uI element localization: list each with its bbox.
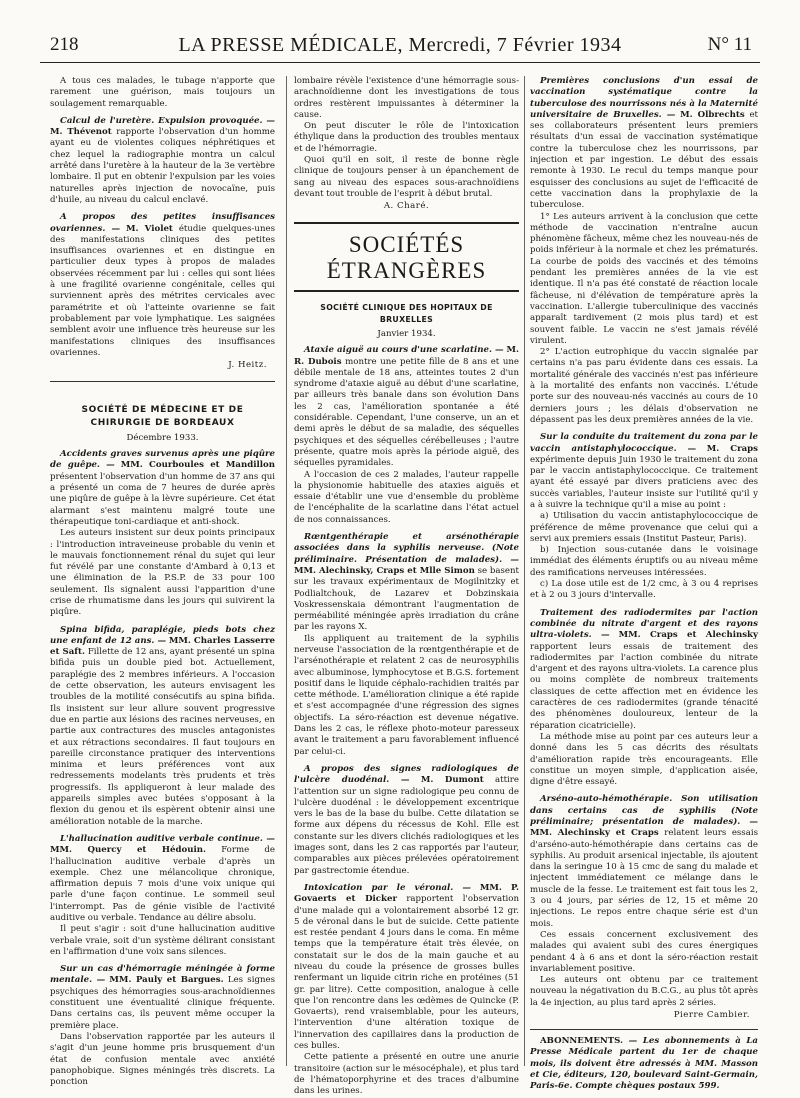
signature: Pierre Cambier. [673,1010,750,1021]
article-title: Sur la conduite du traitement du zona par le vaccin antistaphylococcique. — [530,432,758,454]
article-body: relatent leurs essais d'arséno-auto-hémothérapie dans certains cas de syphilis. Au produit arsenical injectable, ils ajoutent dans la seringue 10 à 15 cmc de sang du malade et injectent immédiatement ce mélange dans le muscle de la fesse. Le traitement est fait tous les 2, 3 ou 4 jours, par séries de 12, 15 et même 20 injections. Le repos entre chaque série est d'un mois. [530,828,759,929]
article [50,116,275,206]
article-paragraph: Les auteurs ont obtenu par ce traitement nouveau la négativation du B.C.G., au plus tôt après la 4e injection, au plus tard après 2 séries. [530,975,758,1008]
article-title: Accidents graves survenus après une piqûre de guêpe. — [50,449,275,471]
article-author: MM. Alechinsky, Craps et Mlle Simon [294,565,475,576]
article-paragraph: Ces essais concernent exclusivement des malades qui avaient subi des cures énergiques pendant 4 à 6 ans et dont la séro-réaction restait invariablement positive. [530,929,758,974]
article-author: MM. Charles Lasserre et Saft. [50,635,275,658]
column-2 [294,76,520,1097]
article-author: M. Thévenot [50,127,112,138]
signature: A. Charé. [383,201,430,212]
article-body: étudie quelques-unes des manifestations cliniques des petites insuffisances ovariennes et en distingue en particulier deux types à propos de malades observées récemment par lui : celles qui sont liées à une fragilité ovarienne congénitale, celles qui surviennent après des métrites cervicales avec paramétrite et où l'atteinte ovarienne se fait probablement par voie lymphatique. Les saignées semblent avoir une influence très heureuse sur les manifestations cliniques des insuffisances ovariennes. [50,223,275,358]
article [50,449,275,528]
article-paragraph: 1° Les auteurs arrivent à la conclusion que cette méthode de vaccination n'entraîne aucun phénomène fâcheux, même chez les nouveau-nés de poids inférieur à la normale et chez les prématurés. La courbe de poids des vaccinés et des témoins pendant les premières années de la vie est identique. Il n'a pas été constaté de réaction locale fâcheuse, ni d'élévation de température après la vaccination. L'allergie tuberculinique des vaccinés apparaît tardivement (2 mois plus tard) et est souvent faible. Le vaccin ne s'est jamais révélé virulent. [530,211,758,346]
article-author: MM. Courboules et Mandillon [120,460,276,471]
article-author: M. R. Dubois [294,345,520,367]
article-title: L'hallucination auditive verbale continue. — [60,833,275,844]
article-body: présentent l'observation d'un homme de 37 ans qui a présenté un coma de 7 heures de durée après une piqûre de guêpe à la lèvre supérieure. Cet état alarmant s'est maintenu malgré toute une thérapeutique toni-cardiaque et anti-shock. [50,471,275,527]
article [294,764,519,877]
article-body: et ses collaborateurs présentent leurs premiers résultats d'un essai de vaccination systématique contre la tuberculose chez les nourrissons, par injection et par ingestion. Le début des essais remonte à 1930. Le recul du temps manque pour esquisser des conclusions au sujet de l'efficacité de cette vaccination dans la prophylaxie de la tuberculose. [530,109,758,211]
notice-label: ABONNEMENTS. [540,1036,624,1047]
article [50,212,275,359]
article-title: A propos des petites insuffisances ovariennes. — [50,212,275,234]
issue-number: N° 11 [707,34,752,55]
article-body: Forme de l'hallucination auditive verbale d'après un exemple. Chez une mélancolique chronique, affirmation depuis 7 mois d'une voix unique qui parle d'une façon continue. Le sommeil seul l'interrompt. Pas de génie visible de l'activité auditive ou verbale. Tendance au délire absolu. [50,845,276,923]
article-title: Spina bifida, paraplégie, pieds bots chez une enfant de 12 ans. — [50,624,275,646]
article-paragraph: La méthode mise au point par ces auteurs leur a donné dans les 5 cas décrits des résultats d'amélioration rapide très encourageants. Elle constitue un moyen simple, d'application aisée, digne d'être essayé. [530,731,758,788]
page-header [40,30,760,63]
article [530,432,758,511]
article [294,883,519,1052]
article-author: M. Craps [706,443,759,454]
article-body: rapportent leurs essais de traitement des radiodermites par l'action combinée du nitrate d'argent et des rayons ultra-violets. La carence plus ou moins complète de nombreux traitements classiques de cette affection met en évidence les caractères de ces radiodermites (grande ténacité des phénomènes douloureux, lenteur de la réparation cicatricielle). [530,641,758,731]
article-paragraph: Dans l'observation rapportée par les auteurs il s'agit d'un jeune homme pris brusquement d'un état de confusion mentale avec anxiété panophobique. Signes méningés très discrets. La ponction [50,1031,275,1088]
notice-text: — Les abonnements à La Presse Médicale partent du 1er de chaque mois, ils doivent être adressés à MM. Masson et Cie, éditeurs, 120, boulevard Saint-Germain, Paris-6e. Compte chèques postaux 599. [530,1036,758,1092]
article-body: rapportent l'observation d'une malade qui a volontairement absorbé 12 gr. 5 de véronal dans le but de suicide. Cette patiente est restée pendant 4 jours dans le coma. En même temps que la température était très élevée, on constatait sur le dos de la main gauche et au niveau du coude la présence de grosses bulles renfermant un liquide citrin riche en protéines (51 gr. par litre). Cette composition, analogue à celle que l'on rencontre dans les œdèmes de Quincke (P. Govaerts), rend vraisemblable, pour les auteurs, l'intervention d'une altération toxique de l'innervation des capillaires dans la production de ces bulles. [294,894,519,1052]
article-body: attire l'attention sur un signe radiologique peu connu de l'ulcère duodénal : le développement excentrique vers le bas de la base du bulbe. Cette dilatation se forme aux dépens du récessus de Kohl. Elle est constante sur les divers clichés radiologiques et les images sont, dans les 2 cas rapportés par l'auteur, comparables aux pièces prélevées opératoirement par gastrectomie étendue. [294,775,520,876]
article-paragraph: Ils appliquent au traitement de la syphilis nerveuse l'association de la rœntgenthérapie et de l'arsénothérapie et relatent 2 cas de neurosyphilis avec albuminose, lymphocytose et B.G.S. fortement positif dans le liquide céphalo-rachidien traités par cette méthode. L'amélioration clinique a été rapide et s'est accompagnée d'une régression des signes objectifs. La séro-réaction est devenue négative. Dans les 2 cas, le réflexe photo-moteur paresseux avant le traitement a paru favorablement influencé par celui-ci. [294,633,519,757]
article-author: M. Violet [126,223,173,234]
article-author: MM. Craps et Alechinsky [618,630,758,641]
article-paragraph: Les auteurs insistent sur deux points principaux : l'introduction intraveineuse probable du venin et le mauvais fonctionnement rénal du sujet qui leur fut révélé par une constante d'Ambard à 0,13 et une élimination de la P.S.P. de 33 pour 100 seulement. Ils signalent aussi l'apparition d'une crise de rhumatisme dans les jours qui suivirent la piqûre. [50,528,275,618]
article [294,532,519,634]
article-title: Arséno-auto-hémothérapie. Son utilisation dans certains cas de syphilis (Note préliminaire; présentation de malades). — [530,794,758,827]
article-title: Calcul de l'uretère. Expulsion provoquée. — [60,115,275,126]
signature: J. Heitz. [228,360,267,371]
column-1 [50,76,276,1088]
article [50,964,275,1032]
article-author: M. Olbrechts [680,109,745,120]
list-item: a) Utilisation du vaccin antistaphylococcique de préférence de même provenance que celui qui a servi aux premiers essais (Institut Pasteur, Paris). [530,511,758,544]
article-paragraph: Quoi qu'il en soit, il reste de bonne règle clinique de toujours penser à un épanchement de sang au niveau des espaces sous-arachnoïdiens devant tout trouble de l'esprit à début brutal. [294,155,519,199]
article [530,76,758,212]
article [50,625,275,828]
article [294,345,519,469]
article-body: expérimente depuis Juin 1930 le traitement du zona par le vaccin antistaphylococcique. Ce traitement ayant été essayé par divers praticiens avec des succès variables, l'auteur insiste sur l'utilité qu'il y a à suivre la technique qu'il a mise au point : [530,454,758,510]
page-number: 218 [50,34,79,55]
section-banner: SOCIÉTÉS ÉTRANGÈRES [294,222,519,292]
society-heading: SOCIÉTÉ DE MÉDECINE ET DE CHIRURGIE DE BORDEAUX [50,381,275,430]
article-title: A propos des signes radiologiques de l'ulcère duodénal. — [294,763,519,786]
society-date: Janvier 1934. [377,329,436,340]
article-paragraph: lombaire révèle l'existence d'une hémorragie sous-arachnoïdienne dont les investigations de tous ordres restèrent impuissantes à déterminer la cause. [294,76,519,120]
subscription-notice [530,1029,758,1092]
intro-paragraph: A tous ces malades, le tubage n'apporte que rarement une guérison, mais toujours un soulagement remarquable. [50,76,275,109]
article-author: MM. Alechinsky et Craps [530,828,659,839]
article-paragraph: Il peut s'agir : soit d'une hallucination auditive verbale vraie, soit d'un système délirant consistant en l'affirmation d'une voix sans silences. [50,924,275,957]
article-title: Ataxie aiguë au cours d'une scarlatine. — [304,345,504,356]
article-paragraph: On peut discuter le rôle de l'intoxication éthylique dans la production des troubles mentaux et de l'hémorragie. [294,121,519,154]
article-body: se basent sur les travaux expérimentaux de Mogilnitzky et Podlialtchouk, de Lazarev et Dobzinskaia Voskressenskaia démontrant l'augmentation de perméabilité méningée après irradiation du crâne par les rayons X. [294,565,519,633]
article-author: M. Dumont [420,775,484,786]
columns [50,76,759,1097]
article-paragraph: 2° L'action eutrophique du vaccin signalée par certains n'a pas paru évidente dans ces essais. La mortalité générale des vaccinés n'est pas inférieure à la mortalité des enfants non vaccinés. L'étude porte sur des nouveau-nés vaccinés au cours de 10 derniers jours ; les délais d'observation ne dépassent pas les deux premières années de la vie. [530,347,758,425]
article-author: MM. Pauly et Bargues. [109,975,224,986]
article [530,608,758,732]
article-title: Intoxication par le véronal. — [304,882,471,893]
society-date: Décembre 1933. [126,433,199,444]
article-title: Sur un cas d'hémorragie méningée à forme mentale. — [50,964,275,986]
article-title: Traitement des radiodermites par l'action combinée du nitrate d'argent et des rayons ultra-violets. — [530,607,758,641]
article-paragraph: Cette patiente a présenté en outre une anurie transitoire (action sur le mésocéphale), et plus tard de l'hématoporphyrine et des traces d'albumine dans les urines. [294,1052,519,1097]
article-body: montre une petite fille de 8 ans et une débile mentale de 18 ans, atteintes toutes 2 d'un syndrome d'ataxie aiguë au début d'une scarlatine, par ailleurs très banale dans son évolution Dans les 2 cas, l'amélioration spontanée a été considérable. Cependant, l'une conserve, un an et demi après le début de sa maladie, des séquelles psychiques et des séquelles cérébelleuses ; l'autre présente, quatre mois après la période aiguë, des séquelles pyramidales. [294,356,519,469]
article [50,834,275,924]
article-author: MM. P. Govaerts et Dicker [294,882,519,905]
list-item: b) Injection sous-cutanée dans le voisinage immédiat des éléments éruptifs ou au niveau même des ramifications nerveuses intéressées. [530,545,758,578]
column-3 [530,76,759,1092]
article-paragraph: A l'occasion de ces 2 malades, l'auteur rappelle la physionomie habituelle des ataxies aiguës et essaie d'établir une vue d'ensemble du problème de l'encéphalite de la scarlatine dans l'état actuel de nos connaissances. [294,469,519,525]
article-author: MM. Quercy et Hédouin. [50,845,206,856]
society-heading: SOCIÉTÉ CLINIQUE DES HOPITAUX DE BRUXELLES [320,303,493,325]
journal-title: LA PRESSE MÉDICALE, Mercredi, 7 Février 1934 [178,34,622,56]
article-body: Fillette de 12 ans, ayant présenté un spina bifida puis un double pied bot. Actuellement, paraplégie des 2 membres inférieurs. A l'occasion de cette observation, les auteurs envisagent les troubles de la motilité consécutifs au spina bifida. Ils insistent sur leur allure souvent progressive due en partie aux lésions des racines nerveuses, en partie aux contractures des muscles antagonistes et aux rétractions secondaires. Il faut toujours en pareille circonstance pratiquer des interventions minima et leurs préférences vont aux redressements modelants très prudents et très progressifs. Ils appliqueront à leur malade des appareils simples avec butées s'opposant à la flexion du genou et ils espèrent obtenir ainsi une amélioration notable de la marche. [50,647,275,827]
article-body: rapporte l'observation d'un homme ayant eu de violentes coliques néphrétiques et chez lequel la radiographie montra un calcul arrêté dans l'uretère à la hauteur de la 3e vertèbre lombaire. Il put en obtenir l'expulsion par les voies naturelles après injection de novocaïne, puis d'huile, au niveau du calcul enclavé. [50,127,275,205]
article [530,794,758,930]
list-item: c) La dose utile est de 1/2 cmc, à 3 ou 4 reprises et à 2 ou 3 jours d'intervalle. [530,579,758,601]
article-title: Premières conclusions d'un essai de vaccination systématique contre la tuberculose des nourrissons nés à la Maternité universitaire de Bruxelles. — [530,76,758,120]
article-body: Les signes psychiques des hémorragies sous-arachnoïdiennes constituent une éventualité clinique fréquente. Dans certains cas, ils peuvent même occuper la première place. [50,975,275,1031]
article-title: Rœntgenthérapie et arsénothérapie associées dans la syphilis nerveuse. (Note préliminaire. Présentation de malades). — [294,532,519,565]
